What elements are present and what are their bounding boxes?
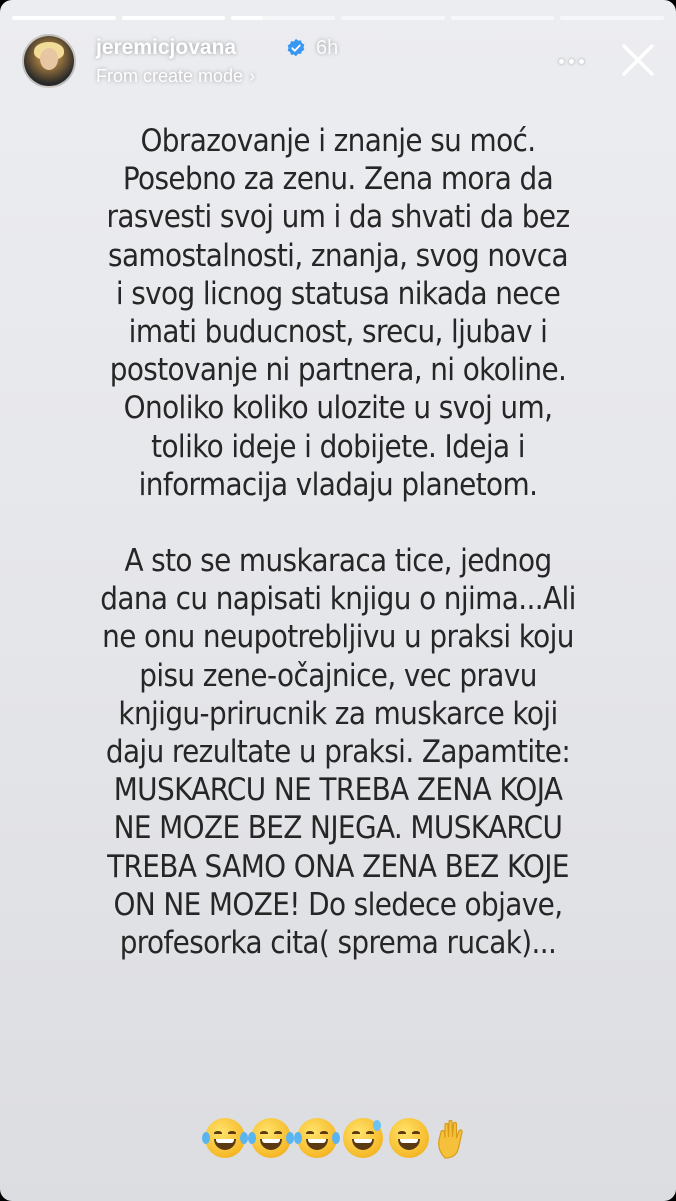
text-line: ne onu neupotrebljivu u praksi koju (102, 619, 574, 656)
text-line: toliko ideje i dobijete. Ideja i (151, 428, 525, 465)
face-with-tears-of-joy-icon (297, 1118, 337, 1158)
text-line: profesorka cita( sprema rucak)... (119, 925, 557, 962)
subtitle-label: From create mode (96, 66, 244, 86)
text-line: A sto se muskaraca tice, jednog (124, 543, 552, 580)
verified-badge-icon (286, 38, 306, 58)
create-mode-link[interactable] (96, 66, 255, 87)
progress-segment (231, 16, 335, 20)
progress-segment (12, 16, 116, 20)
username[interactable]: jeremicjovana (96, 36, 237, 59)
text-line: NE MOZE BEZ NJEGA. MUSKARCU (113, 810, 563, 847)
text-line: rasvesti svoj um i da shvati da bez (106, 199, 570, 236)
paragraph-1 (40, 122, 636, 504)
progress-segment (560, 16, 664, 20)
paragraph-2 (40, 542, 636, 962)
chevron-right-icon: › (249, 66, 256, 86)
text-line: knjigu-prirucnik za muskarce koji (118, 695, 558, 732)
progress-segment (122, 16, 226, 20)
text-line: Onoliko koliko ulozite u svoj um, (123, 390, 553, 427)
story-text (40, 122, 636, 962)
text-line: Posebno za zenu. Zena mora da (122, 161, 554, 198)
text-line: dana cu napisati knjigu o njima...Ali (100, 581, 576, 618)
text-line: i svog licnog statusa nikada nece (115, 275, 561, 312)
text-line: ON NE MOZE! Do sledece objave, (113, 886, 563, 923)
text-line: samostalnosti, znanja, svog novca (108, 237, 568, 274)
story-time: 6h (316, 37, 339, 59)
text-line: postovanje ni partnera, ni okoline. (109, 352, 567, 389)
text-line: TREBA SAMO ONA ZENA BEZ KOJE (107, 848, 569, 885)
story-header (22, 32, 664, 92)
story-progress-bar (12, 16, 664, 20)
more-options-icon[interactable] (554, 44, 588, 78)
text-line: Obrazovanje i znanje su moć. (140, 123, 536, 159)
grinning-face-with-sweat-icon (343, 1118, 383, 1158)
text-line: daju rezultate u praksi. Zapamtite: (105, 734, 571, 771)
text-line: pisu zene-očajnice, vec pravu (139, 657, 537, 694)
text-line: imati buducnost, srecu, ljubav i (128, 314, 548, 351)
raised-hand-icon (435, 1118, 471, 1160)
text-line: informacija vladaju planetom. (138, 466, 538, 503)
progress-segment (341, 16, 445, 20)
close-icon[interactable] (616, 38, 660, 82)
face-with-tears-of-joy-icon (251, 1118, 291, 1158)
progress-segment (451, 16, 555, 20)
face-with-tears-of-joy-icon (205, 1118, 245, 1158)
beaming-face-icon (389, 1118, 429, 1158)
emoji-row (0, 1118, 676, 1160)
avatar[interactable] (22, 34, 76, 88)
text-line: MUSKARCU NE TREBA ZENA KOJA (113, 772, 563, 809)
